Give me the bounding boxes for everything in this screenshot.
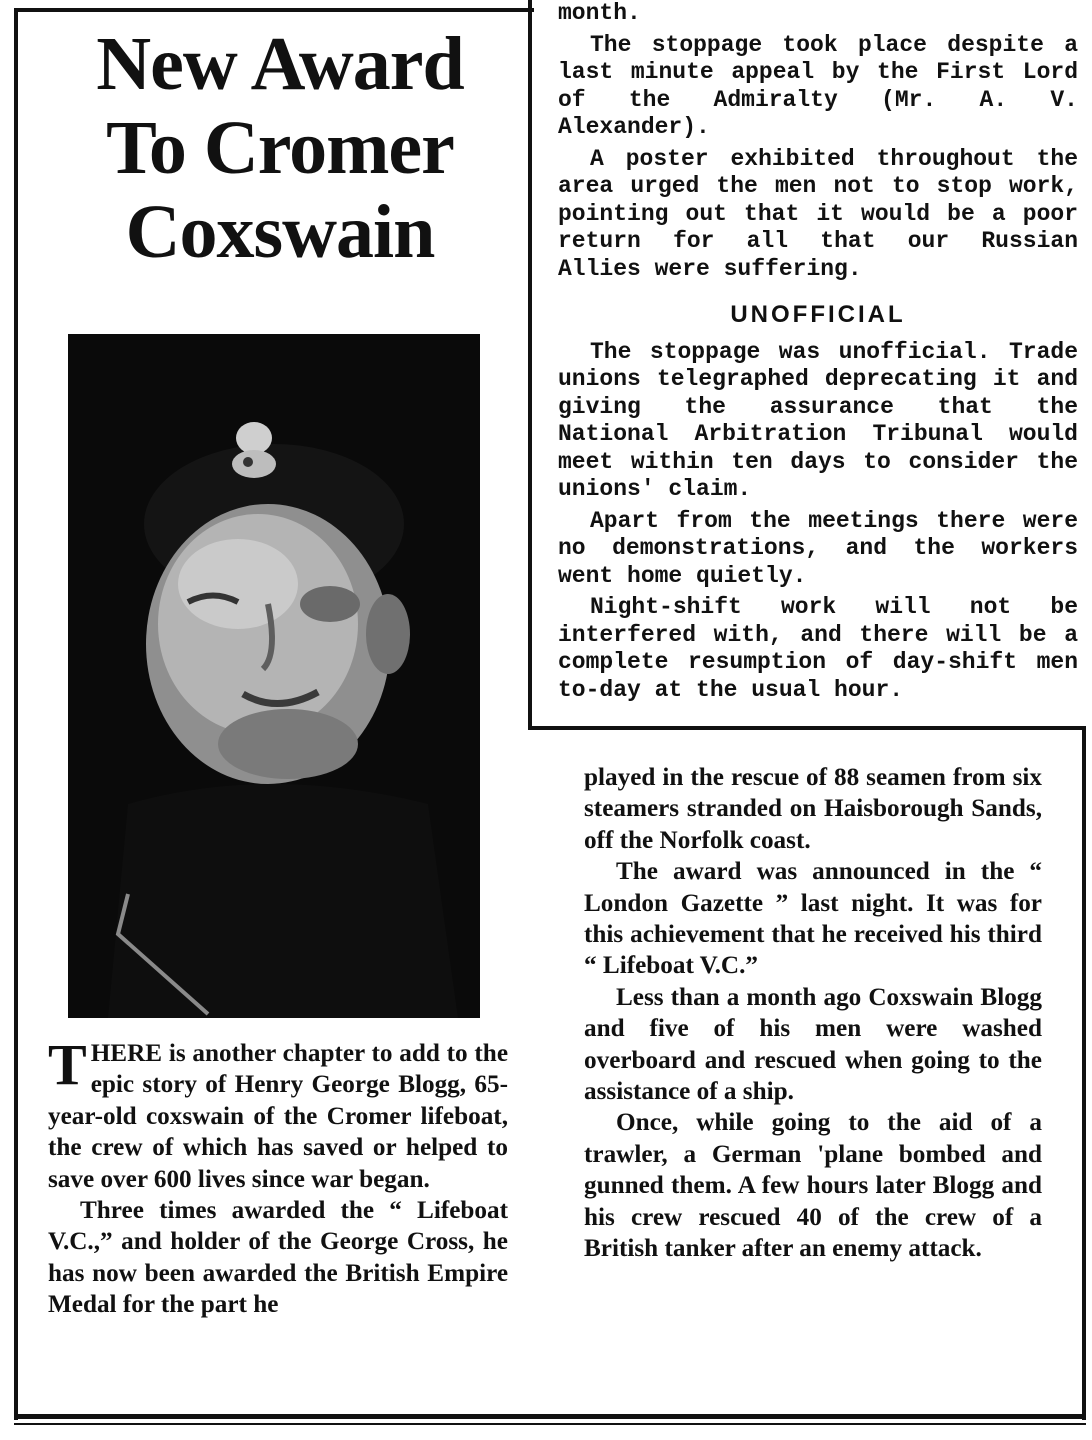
paragraph-meetings: Apart from the meetings there were no demonstrations, and the workers went home quietly. bbox=[558, 507, 1078, 589]
frame-divider bbox=[528, 726, 1086, 730]
portrait-photo bbox=[68, 334, 480, 1018]
left-column-text bbox=[48, 1032, 508, 1321]
portrait-image bbox=[68, 334, 480, 1018]
paragraph-poster: A poster exhibited throughout the area urged the men not to stop work, pointing out that it would be a poor return for all that our Russian Allies were suffering. bbox=[558, 145, 1078, 282]
headline bbox=[40, 22, 520, 274]
right-bottom-column bbox=[584, 762, 1042, 1265]
subheading-unofficial: UNOFFICIAL bbox=[730, 301, 906, 328]
paragraph-month: month. bbox=[558, 0, 641, 26]
paragraph-rescue: played in the rescue of 88 seamen from six steamers stranded on Haisborough Sands, off the Norfolk coast. bbox=[584, 764, 1042, 854]
paragraph-trawler: Once, while going to the aid of a trawler, a German 'plane bombed and gunned them. A few hours later Blogg and his crew rescued 40 of the crew of a British tanker after an enemy attack. bbox=[584, 1109, 1042, 1263]
frame-bottom-thin-rule bbox=[14, 1423, 1086, 1425]
headline-line-1: New Award bbox=[96, 22, 464, 106]
intro-text: HERE is another chapter to add to the epic story of Henry George Blogg, 65-year-old coxswain of the Cromer lifeboat, the crew of which has saved or helped to save over 600 lives since war began. bbox=[48, 1040, 508, 1193]
paragraph-nightshift: Night-shift work will not be interfered with, and there will be a complete resumption of day-shift men to-day at the usual hour. bbox=[558, 594, 1078, 703]
headline-line-2: To Cromer bbox=[106, 106, 454, 190]
paragraph-intro bbox=[48, 1032, 508, 1195]
paragraph-stoppage: The stoppage took place despite a last minute appeal by the First Lord of the Admiralty (Mr. A. V. Alexander). bbox=[558, 31, 1078, 140]
paragraph-overboard: Less than a month ago Coxswain Blogg and five of his men were washed overboard and rescued when going to the assistance of a ship. bbox=[584, 983, 1042, 1106]
frame-bottom-rule bbox=[14, 1414, 1086, 1419]
column-rule bbox=[528, 0, 532, 728]
right-top-column bbox=[558, 0, 1078, 708]
paragraph-gazette: The award was announced in the “ London Gazette ” last night. It was for this achievement that he received his third “ Lifeboat V.C.” bbox=[584, 858, 1042, 980]
paragraph-unofficial: The stoppage was unofficial. Trade unions telegraphed deprecating it and giving the assurance that the National Arbitration Tribunal would meet within ten days to consider the unions' claim. bbox=[558, 338, 1078, 502]
paragraph-awards: Three times awarded the “ Lifeboat V.C.,” and holder of the George Cross, he has now been awarded the British Empire Medal for the part he bbox=[48, 1197, 508, 1319]
headline-line-3: Coxswain bbox=[125, 190, 435, 274]
frame-right-rule bbox=[1082, 726, 1086, 1420]
drop-cap: T bbox=[48, 1032, 87, 1097]
